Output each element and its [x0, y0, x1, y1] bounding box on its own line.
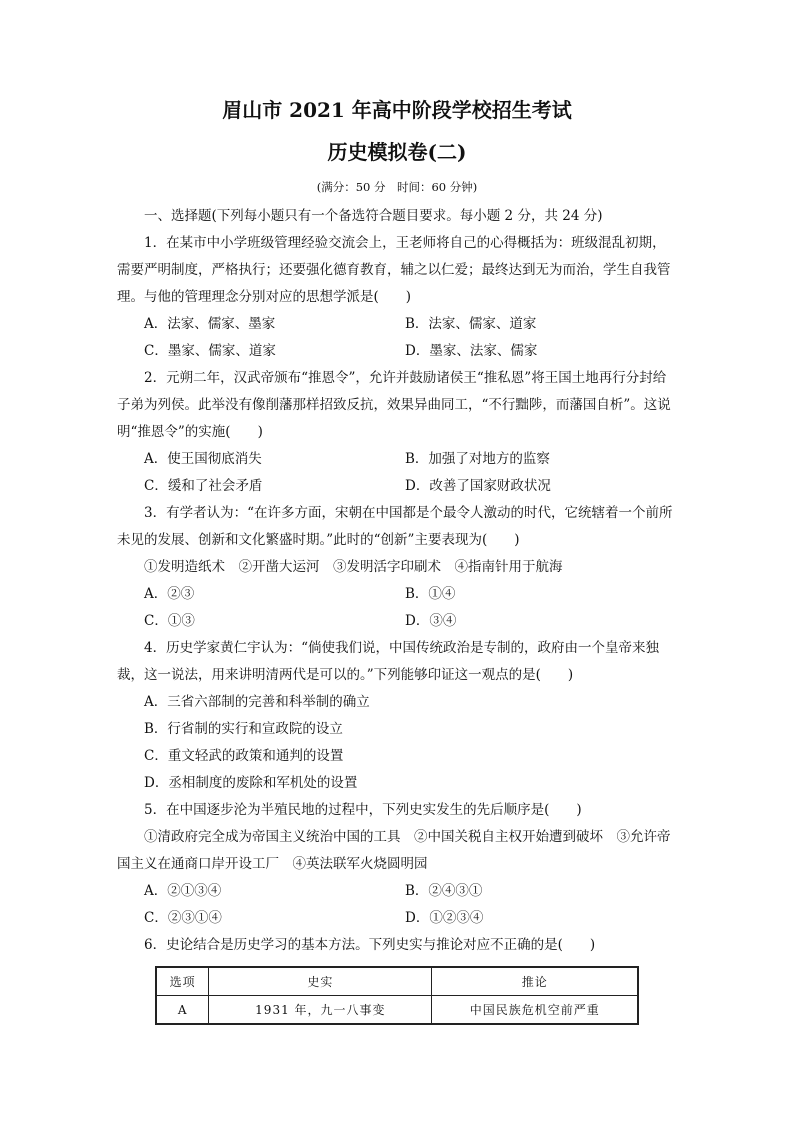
question-3-items: ①发明造纸术 ②开凿大运河 ③发明活字印刷术 ④指南针用于航海 — [144, 559, 563, 575]
question-5-option-d: D．①②③④ — [405, 910, 484, 926]
question-1-option-a: A．法家、儒家、墨家 — [144, 316, 276, 332]
table-cell-option: A — [156, 996, 209, 1025]
question-4-option-c: C．重文轻武的政策和通判的设置 — [144, 748, 344, 764]
question-2-option-d: D．改善了国家财政状况 — [405, 478, 551, 494]
question-3-option-b: B．①④ — [405, 586, 456, 602]
question-4-option-b: B．行省制的实行和宣政院的设立 — [144, 721, 343, 737]
question-5-options-row-2 — [117, 905, 677, 932]
question-3-option-d: D．③④ — [405, 613, 457, 629]
exam-content — [117, 203, 677, 959]
question-5-option-c: C．②③①④ — [144, 910, 222, 926]
question-4-option-a: A．三省六部制的完善和科举制的确立 — [144, 694, 370, 710]
question-4-option-d: D．丞相制度的废除和军机处的设置 — [144, 775, 358, 791]
question-5-option-a: A．②①③④ — [144, 883, 222, 899]
question-5-items: ①清政府完全成为帝国主义统治中国的工具 ②中国关税自主权开始遭到破坏 ③允许帝国主义在通商口岸开设工厂 ④英法联军火烧圆明园 — [117, 829, 671, 872]
question-1-option-b: B．法家、儒家、道家 — [405, 316, 537, 332]
question-1-options-row-2 — [117, 338, 677, 365]
section-heading: 一、选择题(下列每小题只有一个备选符合题目要求。每小题 2 分，共 24 分) — [144, 208, 603, 224]
question-3-stem: 3．有学者认为：“在许多方面，宋朝在中国都是个最令人激动的时代，它统辖着一个前所未见的发展、创新和文化繁盛时期。”此时的“创新”主要表现为( ) — [117, 505, 673, 548]
exam-title: 眉山市 2021 年高中阶段学校招生考试 — [222, 98, 572, 122]
question-5-options-row-1 — [117, 878, 677, 905]
question-3-option-a: A．②③ — [144, 586, 195, 602]
question-1-option-c: C．墨家、儒家、道家 — [144, 343, 276, 359]
table-header-option: 选项 — [156, 967, 209, 996]
exam-info: (满分：50 分 时间：60 分钟) — [316, 180, 478, 194]
question-2-stem: 2．元朔二年，汉武帝颁布“推恩令”，允许并鼓励诸侯王“推私恩”将王国土地再行分封给子弟为列侯。此举没有像削藩那样招致反抗，效果异曲同工，“不行黜陟，而藩国自析”。这说明“推恩令”的实施( ) — [117, 370, 671, 440]
table-cell-inference: 中国民族危机空前严重 — [432, 996, 638, 1025]
question-2-option-a: A．使王国彻底消失 — [144, 451, 262, 467]
question-1-options-row-1 — [117, 311, 677, 338]
table-header-fact: 史实 — [209, 967, 432, 996]
exam-subtitle: 历史模拟卷(二) — [327, 140, 467, 164]
question-4-stem: 4．历史学家黄仁宇认为：“倘使我们说，中国传统政治是专制的，政府由一个皇帝来独裁，这一说法，用来讲明清两代是可以的。”下列能够印证这一观点的是( ) — [117, 640, 659, 683]
question-5-stem: 5．在中国逐步沦为半殖民地的过程中，下列史实发生的先后顺序是( ) — [144, 802, 582, 818]
table-header-inference: 推论 — [432, 967, 638, 996]
question-2-option-b: B．加强了对地方的监察 — [405, 451, 550, 467]
question-1-stem: 1．在某市中小学班级管理经验交流会上，王老师将自己的心得概括为：班级混乱初期，需要严明制度，严格执行；还要强化德育教育，辅之以仁爱；最终达到无为而治，学生自我管理。与他的管理理念分别对应的思想学派是( ) — [117, 235, 671, 305]
question-3-options-row-1 — [117, 581, 677, 608]
question-3-options-row-2 — [117, 608, 677, 635]
table-cell-fact: 1931 年，九一八事变 — [209, 996, 432, 1025]
question-5-option-b: B．②④③① — [405, 883, 483, 899]
question-6-table — [155, 966, 639, 1025]
question-2-option-c: C．缓和了社会矛盾 — [144, 478, 263, 494]
table-row — [156, 996, 638, 1025]
question-6-stem: 6．史论结合是历史学习的基本方法。下列史实与推论对应不正确的是( ) — [144, 937, 596, 953]
question-2-options-row-1 — [117, 446, 677, 473]
table-header-row — [156, 967, 638, 996]
question-2-options-row-2 — [117, 473, 677, 500]
question-3-option-c: C．①③ — [144, 613, 195, 629]
question-1-option-d: D．墨家、法家、儒家 — [405, 343, 538, 359]
